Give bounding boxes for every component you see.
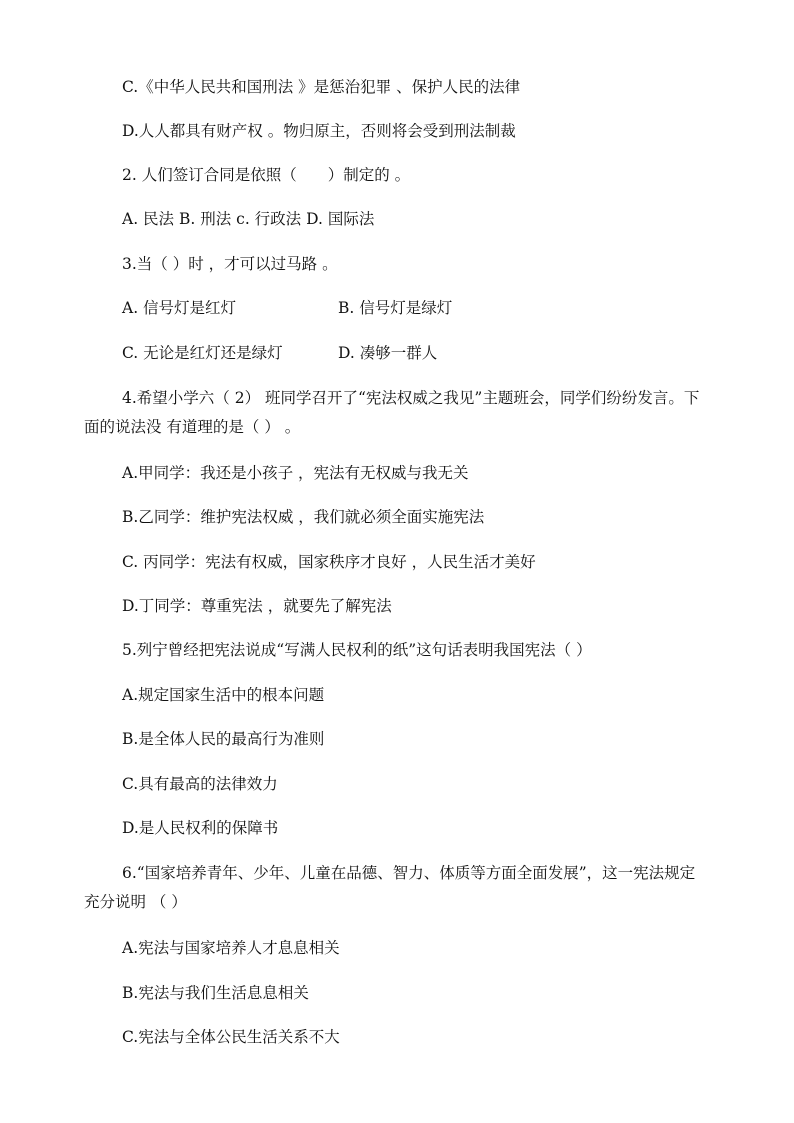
question-5: 5.列宁曾经把宪法说成“写满人民权利的纸”这句话表明我国宪法（ ）: [122, 641, 592, 659]
q4-option-c: C. 丙同学：宪法有权威，国家秩序才良好 ，人民生活才美好: [122, 553, 536, 571]
q5-option-b: B.是全体人民的最高行为准则: [122, 730, 325, 748]
q5-option-d: D.是人民权利的保障书: [122, 819, 279, 837]
q3-option-d: D. 凑够一群人: [338, 344, 438, 362]
question-6: 6.“国家培养青年、少年、儿童在品德、智力、体质等方面全面发展”，这一宪法规定充分说明 （ ）: [84, 864, 696, 911]
q1-option-c: C.《中华人民共和国刑法 》是惩治犯罪 、保护人民的法律: [122, 78, 521, 96]
q4-option-d: D.丁同学：尊重宪法 ，就要先了解宪法: [122, 597, 392, 615]
q2-options: A. 民法 B. 刑法 c. 行政法 D. 国际法: [122, 210, 375, 228]
q5-option-a: A.规定国家生活中的根本问题: [122, 686, 325, 704]
question-4: 4.希望小学六（ 2） 班同学召开了“宪法权威之我见”主题班会，同学们纷纷发言。下面的说法没 有道理的是（ ） 。: [84, 389, 700, 436]
question-2: 2. 人们签订合同是依照（ ）制定的 。: [122, 166, 411, 184]
q6-option-a: A.宪法与国家培养人才息息相关: [122, 939, 340, 957]
q4-option-a: A.甲同学：我还是小孩子 ，宪法有无权威与我无关: [122, 464, 469, 482]
q3-option-b: B. 信号灯是绿灯: [338, 299, 453, 317]
q4-option-b: B.乙同学：维护宪法权威 ，我们就必须全面实施宪法: [122, 508, 485, 526]
q3-option-a: A. 信号灯是红灯: [122, 299, 237, 317]
q6-option-b: B.宪法与我们生活息息相关: [122, 984, 309, 1002]
q3-option-c: C. 无论是红灯还是绿灯: [122, 344, 283, 362]
q6-option-c: C.宪法与全体公民生活关系不大: [122, 1028, 340, 1046]
q5-option-c: C.具有最高的法律效力: [122, 775, 278, 793]
question-3: 3.当（ ）时 ，才可以过马路 。: [122, 255, 338, 273]
q1-option-d: D.人人都具有财产权 。物归原主，否则将会受到刑法制裁: [122, 122, 516, 140]
